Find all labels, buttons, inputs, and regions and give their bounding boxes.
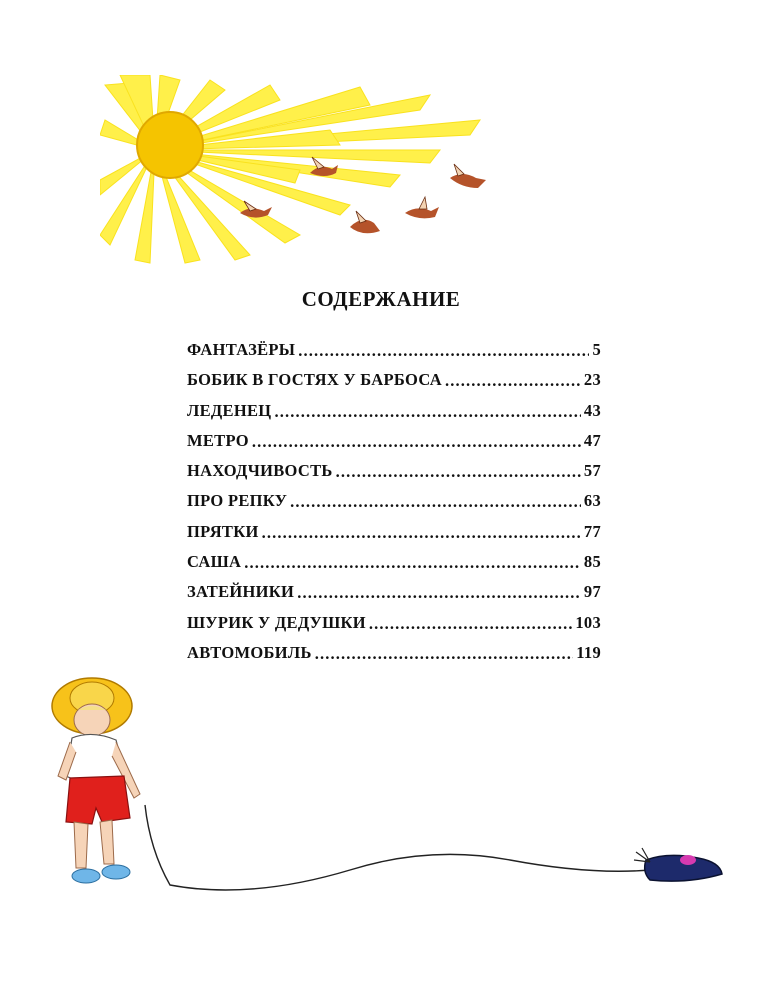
toc-entry-page: 77 — [583, 521, 601, 541]
toc-entry-label: САША — [187, 552, 242, 572]
dot-leader — [297, 583, 581, 601]
toc-entry-label: ПРЯТКИ — [187, 521, 259, 541]
sun-disc — [137, 112, 203, 178]
shoe-icon — [628, 840, 728, 890]
toc-entry[interactable] — [187, 431, 601, 461]
toc-entry-label: ШУРИК У ДЕДУШКИ — [187, 612, 366, 632]
toc-title: СОДЕРЖАНИЕ — [301, 287, 461, 311]
bird-icon-5 — [450, 164, 486, 188]
toc-entry[interactable] — [187, 370, 601, 400]
boy-illustration — [40, 668, 170, 898]
dot-leader — [262, 523, 581, 541]
toc-entry[interactable] — [187, 613, 601, 643]
toc-entry-page: 23 — [583, 370, 601, 390]
toc-entry-page: 103 — [575, 612, 601, 632]
bird-icon-4 — [405, 197, 439, 218]
dot-leader — [274, 402, 580, 420]
string-line — [130, 790, 690, 900]
toc-entry-label: ФАНТАЗЁРЫ — [187, 340, 296, 359]
toc-list — [187, 340, 601, 673]
dot-leader — [298, 341, 589, 359]
toc-entry[interactable] — [187, 552, 601, 582]
toc-entry-page: 63 — [583, 491, 601, 511]
toc-entry[interactable] — [187, 401, 601, 431]
dot-leader — [252, 432, 581, 450]
dot-leader — [315, 644, 574, 662]
sun-illustration — [100, 75, 500, 265]
toc-entry-label: АВТОМОБИЛЬ — [187, 642, 312, 662]
toc-entry-label: ПРО РЕПКУ — [187, 491, 288, 511]
toc-entry[interactable] — [187, 643, 601, 673]
dot-leader — [290, 492, 581, 510]
toc-entry[interactable] — [187, 522, 601, 552]
dot-leader — [369, 614, 572, 632]
toc-entry-page: 57 — [583, 461, 601, 481]
dot-leader — [445, 371, 581, 389]
toc-entry[interactable] — [187, 461, 601, 491]
toc-entry-page: 97 — [583, 582, 601, 602]
toc-entry-label: НАХОДЧИВОСТЬ — [187, 461, 333, 481]
toc-entry[interactable] — [187, 491, 601, 521]
toc-entry-page: 119 — [576, 642, 601, 662]
toc-entry-label: БОБИК В ГОСТЯХ У БАРБОСА — [187, 370, 442, 390]
toc-entry-page: 47 — [583, 430, 601, 450]
toc-entry-label: ЗАТЕЙНИКИ — [187, 582, 295, 602]
toc-entry-page: 85 — [583, 552, 601, 572]
bird-icon-3 — [350, 211, 380, 233]
toc-entry-page: 5 — [592, 340, 601, 359]
toc-entry[interactable] — [187, 340, 601, 370]
toc-entry[interactable] — [187, 582, 601, 612]
dot-leader — [336, 462, 581, 480]
toc-entry-label: ЛЕДЕНЕЦ — [187, 400, 272, 420]
toc-entry-label: МЕТРО — [187, 430, 249, 450]
toc-entry-page: 43 — [583, 400, 601, 420]
dot-leader — [244, 553, 581, 571]
